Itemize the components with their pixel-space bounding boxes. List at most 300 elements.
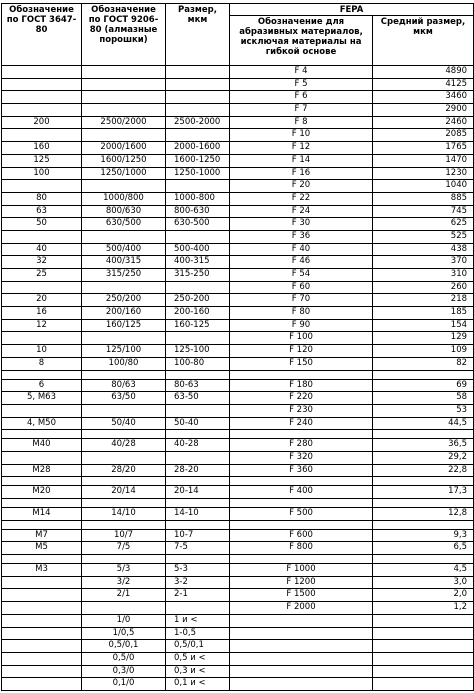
cell-gost9206: 0,1/0: [82, 678, 166, 691]
cell-fepa-designation: F 24: [230, 205, 373, 218]
cell-size: 1 и <: [166, 614, 230, 627]
cell-size: 2-1: [166, 589, 230, 602]
cell-gost3647: [2, 230, 82, 243]
cell-fepa-designation: F 800: [230, 542, 373, 555]
cell-fepa-avg-size: 2460: [373, 116, 474, 129]
header-fepa-group: FEPA: [230, 4, 474, 16]
cell-gost9206: [82, 230, 166, 243]
table-row: [2, 230, 474, 243]
cell-fepa-avg-size: 438: [373, 243, 474, 256]
cell-gost3647: [2, 66, 82, 79]
cell-gost3647: [2, 499, 82, 508]
cell-fepa-designation: F 360: [230, 464, 373, 477]
cell-size: 0,1 и <: [166, 678, 230, 691]
table-row: [2, 508, 474, 521]
cell-gost3647: 160: [2, 142, 82, 155]
table-row: [2, 129, 474, 142]
cell-fepa-designation: F 80: [230, 307, 373, 320]
cell-size: 28-20: [166, 464, 230, 477]
cell-fepa-designation: F 2000: [230, 602, 373, 615]
cell-gost9206: 200/160: [82, 307, 166, 320]
cell-fepa-designation: [230, 640, 373, 653]
cell-gost9206: 5/3: [82, 564, 166, 577]
table-body: [2, 66, 474, 691]
cell-fepa-avg-size: 4125: [373, 78, 474, 91]
cell-fepa-avg-size: 4890: [373, 66, 474, 79]
cell-gost3647: 6: [2, 379, 82, 392]
cell-fepa-avg-size: [373, 614, 474, 627]
cell-size: 14-10: [166, 508, 230, 521]
cell-fepa-avg-size: 129: [373, 332, 474, 345]
table-row: [2, 345, 474, 358]
cell-size: [166, 66, 230, 79]
cell-size: 500-400: [166, 243, 230, 256]
cell-fepa-designation: F 4: [230, 66, 373, 79]
cell-gost3647: [2, 627, 82, 640]
cell-gost3647: 100: [2, 167, 82, 180]
cell-size: [166, 230, 230, 243]
cell-gost3647: 80: [2, 192, 82, 205]
cell-fepa-avg-size: [373, 477, 474, 486]
cell-fepa-designation: F 100: [230, 332, 373, 345]
cell-size: [166, 370, 230, 379]
cell-size: [166, 555, 230, 564]
cell-gost3647: 8: [2, 357, 82, 370]
header-fepa-avg-size: Средний размер, мкм: [373, 16, 474, 66]
cell-fepa-designation: F 90: [230, 319, 373, 332]
table-row: [2, 614, 474, 627]
cell-gost3647: [2, 589, 82, 602]
cell-gost9206: [82, 404, 166, 417]
cell-fepa-designation: F 180: [230, 379, 373, 392]
table-row: [2, 529, 474, 542]
cell-fepa-avg-size: 1470: [373, 154, 474, 167]
cell-gost9206: 2500/2000: [82, 116, 166, 129]
cell-fepa-designation: F 30: [230, 218, 373, 231]
cell-size: [166, 404, 230, 417]
cell-size: 1000-800: [166, 192, 230, 205]
table-row: [2, 678, 474, 691]
cell-fepa-avg-size: [373, 678, 474, 691]
cell-size: 1250-1000: [166, 167, 230, 180]
cell-gost3647: 4, M50: [2, 417, 82, 430]
cell-size: 800-630: [166, 205, 230, 218]
table-row: [2, 142, 474, 155]
table-row: [2, 78, 474, 91]
cell-gost9206: 500/400: [82, 243, 166, 256]
cell-gost9206: 1/0: [82, 614, 166, 627]
cell-size: [166, 520, 230, 529]
cell-gost9206: 0,5/0: [82, 652, 166, 665]
cell-fepa-designation: F 60: [230, 281, 373, 294]
table-row: [2, 542, 474, 555]
table-row: [2, 269, 474, 282]
cell-fepa-designation: F 20: [230, 180, 373, 193]
cell-fepa-avg-size: 1765: [373, 142, 474, 155]
cell-fepa-avg-size: 12,8: [373, 508, 474, 521]
cell-fepa-designation: F 46: [230, 256, 373, 269]
cell-fepa-avg-size: 218: [373, 294, 474, 307]
cell-fepa-avg-size: 22,8: [373, 464, 474, 477]
cell-gost3647: [2, 281, 82, 294]
table-row: [2, 332, 474, 345]
cell-gost9206: [82, 66, 166, 79]
cell-gost9206: 40/28: [82, 439, 166, 452]
cell-gost3647: [2, 555, 82, 564]
cell-fepa-avg-size: 185: [373, 307, 474, 320]
table-row: [2, 357, 474, 370]
cell-fepa-avg-size: 2900: [373, 104, 474, 117]
cell-size: [166, 477, 230, 486]
cell-fepa-designation: [230, 499, 373, 508]
cell-fepa-designation: [230, 555, 373, 564]
table-row: [2, 180, 474, 193]
cell-fepa-avg-size: 1,2: [373, 602, 474, 615]
cell-gost9206: [82, 332, 166, 345]
cell-fepa-avg-size: 1230: [373, 167, 474, 180]
cell-gost3647: 200: [2, 116, 82, 129]
cell-gost3647: 125: [2, 154, 82, 167]
cell-gost9206: 1/0,5: [82, 627, 166, 640]
cell-fepa-avg-size: [373, 555, 474, 564]
cell-gost9206: 3/2: [82, 576, 166, 589]
cell-fepa-avg-size: 9,3: [373, 529, 474, 542]
cell-gost9206: 28/20: [82, 464, 166, 477]
cell-fepa-avg-size: 370: [373, 256, 474, 269]
table-row: [2, 486, 474, 499]
cell-size: 2500-2000: [166, 116, 230, 129]
table-row: [2, 379, 474, 392]
cell-gost9206: [82, 129, 166, 142]
cell-gost3647: [2, 614, 82, 627]
table-row: [2, 564, 474, 577]
grain-size-table: [1, 3, 474, 691]
cell-fepa-avg-size: 154: [373, 319, 474, 332]
cell-gost3647: [2, 477, 82, 486]
cell-fepa-designation: F 7: [230, 104, 373, 117]
cell-gost3647: [2, 180, 82, 193]
cell-gost9206: 80/63: [82, 379, 166, 392]
cell-size: 40-28: [166, 439, 230, 452]
cell-fepa-avg-size: 36,5: [373, 439, 474, 452]
cell-fepa-designation: F 150: [230, 357, 373, 370]
cell-gost9206: 20/14: [82, 486, 166, 499]
cell-fepa-designation: F 400: [230, 486, 373, 499]
cell-fepa-designation: F 600: [230, 529, 373, 542]
cell-fepa-avg-size: 2085: [373, 129, 474, 142]
cell-size: [166, 180, 230, 193]
cell-size: [166, 332, 230, 345]
cell-fepa-avg-size: [373, 665, 474, 678]
cell-fepa-avg-size: 3,0: [373, 576, 474, 589]
cell-fepa-designation: F 16: [230, 167, 373, 180]
cell-gost3647: [2, 652, 82, 665]
cell-gost9206: 63/50: [82, 392, 166, 405]
cell-gost3647: 16: [2, 307, 82, 320]
cell-gost3647: [2, 129, 82, 142]
cell-fepa-avg-size: 625: [373, 218, 474, 231]
cell-size: 200-160: [166, 307, 230, 320]
cell-fepa-avg-size: 17,3: [373, 486, 474, 499]
cell-size: [166, 602, 230, 615]
cell-gost3647: [2, 78, 82, 91]
cell-gost3647: [2, 678, 82, 691]
cell-gost9206: 1250/1000: [82, 167, 166, 180]
cell-gost9206: [82, 555, 166, 564]
cell-fepa-designation: F 1500: [230, 589, 373, 602]
cell-fepa-avg-size: 53: [373, 404, 474, 417]
cell-gost9206: 14/10: [82, 508, 166, 521]
cell-gost3647: [2, 520, 82, 529]
table-row: [2, 167, 474, 180]
cell-fepa-designation: F 6: [230, 91, 373, 104]
cell-gost3647: 50: [2, 218, 82, 231]
table-row: [2, 66, 474, 79]
table-row: [2, 520, 474, 529]
cell-gost3647: M7: [2, 529, 82, 542]
cell-size: 315-250: [166, 269, 230, 282]
cell-fepa-avg-size: 260: [373, 281, 474, 294]
cell-gost9206: 100/80: [82, 357, 166, 370]
cell-gost3647: 20: [2, 294, 82, 307]
cell-fepa-designation: F 500: [230, 508, 373, 521]
cell-gost3647: [2, 91, 82, 104]
cell-gost9206: [82, 91, 166, 104]
cell-fepa-designation: [230, 520, 373, 529]
cell-fepa-designation: F 1200: [230, 576, 373, 589]
cell-fepa-designation: F 22: [230, 192, 373, 205]
cell-gost9206: 315/250: [82, 269, 166, 282]
cell-gost3647: 5, M63: [2, 392, 82, 405]
cell-size: 630-500: [166, 218, 230, 231]
table-row: [2, 392, 474, 405]
cell-size: 0,5 и <: [166, 652, 230, 665]
cell-fepa-avg-size: 109: [373, 345, 474, 358]
table-row: [2, 319, 474, 332]
cell-gost9206: 800/630: [82, 205, 166, 218]
cell-size: 2000-1600: [166, 142, 230, 155]
cell-gost3647: [2, 665, 82, 678]
cell-size: 63-50: [166, 392, 230, 405]
cell-size: [166, 451, 230, 464]
cell-gost9206: [82, 104, 166, 117]
cell-gost3647: 25: [2, 269, 82, 282]
cell-gost3647: M14: [2, 508, 82, 521]
table-row: [2, 404, 474, 417]
table-row: [2, 294, 474, 307]
cell-gost3647: [2, 104, 82, 117]
cell-fepa-designation: [230, 627, 373, 640]
cell-size: 1600-1250: [166, 154, 230, 167]
cell-gost3647: M28: [2, 464, 82, 477]
cell-fepa-designation: F 54: [230, 269, 373, 282]
table-row: [2, 464, 474, 477]
cell-fepa-designation: F 1000: [230, 564, 373, 577]
table-row: [2, 154, 474, 167]
cell-fepa-avg-size: [373, 652, 474, 665]
table-row: [2, 116, 474, 129]
cell-gost3647: M20: [2, 486, 82, 499]
table-row: [2, 499, 474, 508]
cell-fepa-designation: F 36: [230, 230, 373, 243]
cell-gost9206: [82, 602, 166, 615]
cell-fepa-avg-size: 6,5: [373, 542, 474, 555]
cell-fepa-designation: [230, 678, 373, 691]
cell-fepa-avg-size: [373, 430, 474, 439]
cell-gost3647: [2, 576, 82, 589]
cell-gost9206: 0,3/0: [82, 665, 166, 678]
cell-gost9206: 7/5: [82, 542, 166, 555]
cell-gost9206: [82, 430, 166, 439]
cell-gost9206: 10/7: [82, 529, 166, 542]
cell-size: 250-200: [166, 294, 230, 307]
table-row: [2, 281, 474, 294]
cell-fepa-avg-size: [373, 499, 474, 508]
cell-fepa-avg-size: 69: [373, 379, 474, 392]
cell-size: [166, 499, 230, 508]
cell-gost9206: 125/100: [82, 345, 166, 358]
cell-gost9206: [82, 370, 166, 379]
cell-gost3647: 12: [2, 319, 82, 332]
table-row: [2, 602, 474, 615]
table-row: [2, 652, 474, 665]
cell-fepa-avg-size: 44,5: [373, 417, 474, 430]
cell-fepa-designation: [230, 614, 373, 627]
cell-fepa-designation: F 5: [230, 78, 373, 91]
table-row: [2, 205, 474, 218]
cell-fepa-designation: F 320: [230, 451, 373, 464]
cell-gost9206: [82, 451, 166, 464]
cell-size: 10-7: [166, 529, 230, 542]
cell-size: [166, 129, 230, 142]
cell-fepa-avg-size: 1040: [373, 180, 474, 193]
cell-fepa-designation: F 120: [230, 345, 373, 358]
cell-gost9206: 630/500: [82, 218, 166, 231]
header-fepa-designation: Обозначение для абразивных материалов, исключая материалы на гибкой основе: [230, 16, 373, 66]
table-row: [2, 370, 474, 379]
table-row: [2, 451, 474, 464]
table-row: [2, 218, 474, 231]
table-row: [2, 104, 474, 117]
table-row: [2, 439, 474, 452]
cell-fepa-designation: F 10: [230, 129, 373, 142]
cell-size: 5-3: [166, 564, 230, 577]
cell-gost9206: 400/315: [82, 256, 166, 269]
cell-gost9206: 1000/800: [82, 192, 166, 205]
cell-size: 3-2: [166, 576, 230, 589]
cell-gost9206: 1600/1250: [82, 154, 166, 167]
cell-gost9206: [82, 477, 166, 486]
cell-fepa-avg-size: 82: [373, 357, 474, 370]
cell-fepa-designation: [230, 652, 373, 665]
cell-fepa-avg-size: 3460: [373, 91, 474, 104]
cell-gost9206: [82, 520, 166, 529]
cell-gost3647: 32: [2, 256, 82, 269]
table-row: [2, 665, 474, 678]
cell-fepa-designation: [230, 665, 373, 678]
header-gost3647: Обозначение по ГОСТ 3647-80: [2, 4, 82, 66]
header-size: Размер, мкм: [166, 4, 230, 66]
cell-gost3647: [2, 404, 82, 417]
cell-size: [166, 104, 230, 117]
cell-gost9206: [82, 78, 166, 91]
cell-fepa-avg-size: 525: [373, 230, 474, 243]
cell-gost3647: 10: [2, 345, 82, 358]
cell-fepa-avg-size: 885: [373, 192, 474, 205]
cell-size: 50-40: [166, 417, 230, 430]
cell-fepa-avg-size: [373, 370, 474, 379]
table-row: [2, 627, 474, 640]
cell-size: 20-14: [166, 486, 230, 499]
cell-gost3647: [2, 370, 82, 379]
cell-size: 100-80: [166, 357, 230, 370]
cell-fepa-designation: F 40: [230, 243, 373, 256]
cell-gost9206: 160/125: [82, 319, 166, 332]
cell-fepa-avg-size: 745: [373, 205, 474, 218]
cell-gost3647: M3: [2, 564, 82, 577]
cell-size: 7-5: [166, 542, 230, 555]
cell-size: [166, 78, 230, 91]
cell-size: 125-100: [166, 345, 230, 358]
cell-size: 80-63: [166, 379, 230, 392]
cell-fepa-designation: [230, 430, 373, 439]
cell-fepa-designation: F 14: [230, 154, 373, 167]
cell-fepa-designation: F 12: [230, 142, 373, 155]
cell-gost9206: 2/1: [82, 589, 166, 602]
cell-gost3647: [2, 602, 82, 615]
cell-fepa-avg-size: 4,5: [373, 564, 474, 577]
cell-gost3647: [2, 451, 82, 464]
cell-fepa-designation: [230, 477, 373, 486]
table-row: [2, 307, 474, 320]
cell-fepa-avg-size: [373, 520, 474, 529]
cell-size: [166, 281, 230, 294]
cell-size: 160-125: [166, 319, 230, 332]
table-row: [2, 555, 474, 564]
cell-fepa-designation: F 230: [230, 404, 373, 417]
cell-size: 400-315: [166, 256, 230, 269]
cell-gost9206: 2000/1600: [82, 142, 166, 155]
table-row: [2, 589, 474, 602]
cell-fepa-designation: F 280: [230, 439, 373, 452]
cell-size: 0,3 и <: [166, 665, 230, 678]
table-row: [2, 576, 474, 589]
cell-size: 1-0,5: [166, 627, 230, 640]
table-row: [2, 192, 474, 205]
table-row: [2, 477, 474, 486]
cell-gost3647: [2, 430, 82, 439]
cell-fepa-designation: F 240: [230, 417, 373, 430]
cell-gost3647: [2, 332, 82, 345]
cell-fepa-avg-size: [373, 627, 474, 640]
cell-fepa-avg-size: 29,2: [373, 451, 474, 464]
cell-fepa-designation: F 220: [230, 392, 373, 405]
cell-fepa-avg-size: 2,0: [373, 589, 474, 602]
table-row: [2, 256, 474, 269]
cell-fepa-designation: F 70: [230, 294, 373, 307]
cell-fepa-avg-size: 58: [373, 392, 474, 405]
cell-fepa-avg-size: 310: [373, 269, 474, 282]
cell-gost9206: 250/200: [82, 294, 166, 307]
cell-gost9206: [82, 180, 166, 193]
table-row: [2, 243, 474, 256]
cell-gost9206: [82, 499, 166, 508]
cell-gost3647: M40: [2, 439, 82, 452]
cell-fepa-avg-size: [373, 640, 474, 653]
cell-gost9206: [82, 281, 166, 294]
cell-fepa-designation: F 8: [230, 116, 373, 129]
cell-gost3647: 63: [2, 205, 82, 218]
